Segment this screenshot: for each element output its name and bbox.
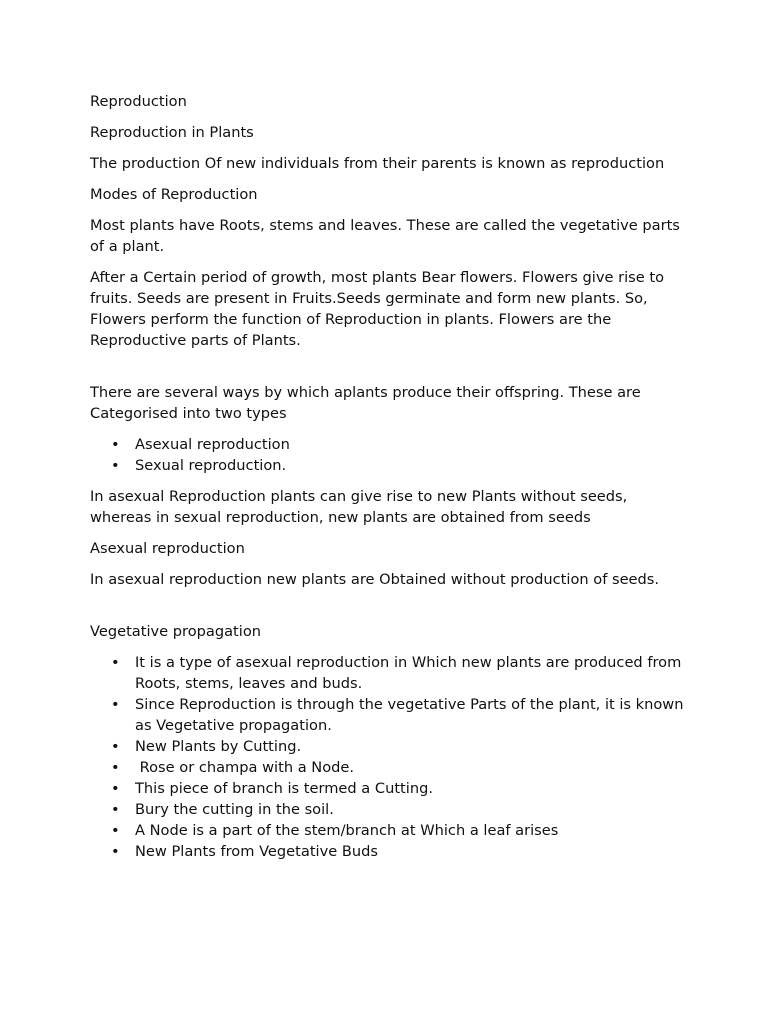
list-item-text: Rose or champa with a Node. [135, 759, 355, 776]
bullet-icon: • [111, 780, 120, 797]
modes-heading: Modes of Reproduction [90, 186, 258, 203]
list-item-text: It is a type of asexual reproduction in Which new plants are produced from Roots, stems, leaves and buds. [135, 654, 682, 692]
list-item [90, 694, 690, 736]
list-item-text: This piece of branch is termed a Cutting. [135, 780, 433, 797]
list-item [90, 841, 690, 862]
blank-line [90, 600, 690, 621]
document-title: Reproduction [90, 93, 187, 110]
bullet-icon: • [111, 436, 120, 453]
vegetative-heading: Vegetative propagation [90, 623, 262, 640]
list-item-text: New Plants from Vegetative Buds [135, 843, 378, 860]
bullet-icon: • [111, 801, 120, 818]
list-item [90, 736, 690, 757]
list-item [90, 652, 690, 694]
list-item-text: New Plants by Cutting. [135, 738, 302, 755]
bullet-icon: • [111, 457, 120, 474]
comparison-paragraph: In asexual Reproduction plants can give rise to new Plants without seeds, whereas in sexual reproduction, new plants are obtained from seeds [90, 488, 628, 526]
bullet-icon: • [111, 759, 120, 776]
asexual-heading: Asexual reproduction [90, 540, 245, 557]
list-item [90, 820, 690, 841]
bullet-icon: • [111, 654, 120, 671]
vegetative-points-list [90, 652, 690, 862]
bullet-icon: • [111, 696, 120, 713]
asexual-paragraph: In asexual reproduction new plants are Obtained without production of seeds. [90, 571, 660, 588]
definition-paragraph: The production Of new individuals from their parents is known as reproduction [90, 155, 665, 172]
list-item-text: Since Reproduction is through the vegetative Parts of the plant, it is known as Vegetative propagation. [135, 696, 684, 734]
ways-paragraph: There are several ways by which aplants produce their offspring. These are Categorised into two types [90, 384, 641, 422]
list-item [90, 455, 690, 476]
list-item-text: Bury the cutting in the soil. [135, 801, 334, 818]
bullet-icon: • [111, 843, 120, 860]
list-item [90, 434, 690, 455]
flowers-paragraph: After a Certain period of growth, most plants Bear flowers. Flowers give rise to fruits. Seeds are present in Fruits.Seeds germinate and form new plants. So, Flowers perform the function of Reproduction in plants. Flowers are the Reproductive parts of Plants. [90, 269, 665, 349]
document-subtitle: Reproduction in Plants [90, 124, 254, 141]
list-item-text: Sexual reproduction. [135, 457, 287, 474]
bullet-icon: • [111, 738, 120, 755]
document-page [90, 91, 690, 872]
list-item [90, 757, 690, 778]
list-item [90, 778, 690, 799]
list-item-text: A Node is a part of the stem/branch at Which a leaf arises [135, 822, 559, 839]
reproduction-types-list [90, 434, 690, 476]
bullet-icon: • [111, 822, 120, 839]
blank-line [90, 361, 690, 382]
list-item [90, 799, 690, 820]
vegetative-parts-paragraph: Most plants have Roots, stems and leaves. These are called the vegetative parts of a plant. [90, 217, 680, 255]
list-item-text: Asexual reproduction [135, 436, 290, 453]
